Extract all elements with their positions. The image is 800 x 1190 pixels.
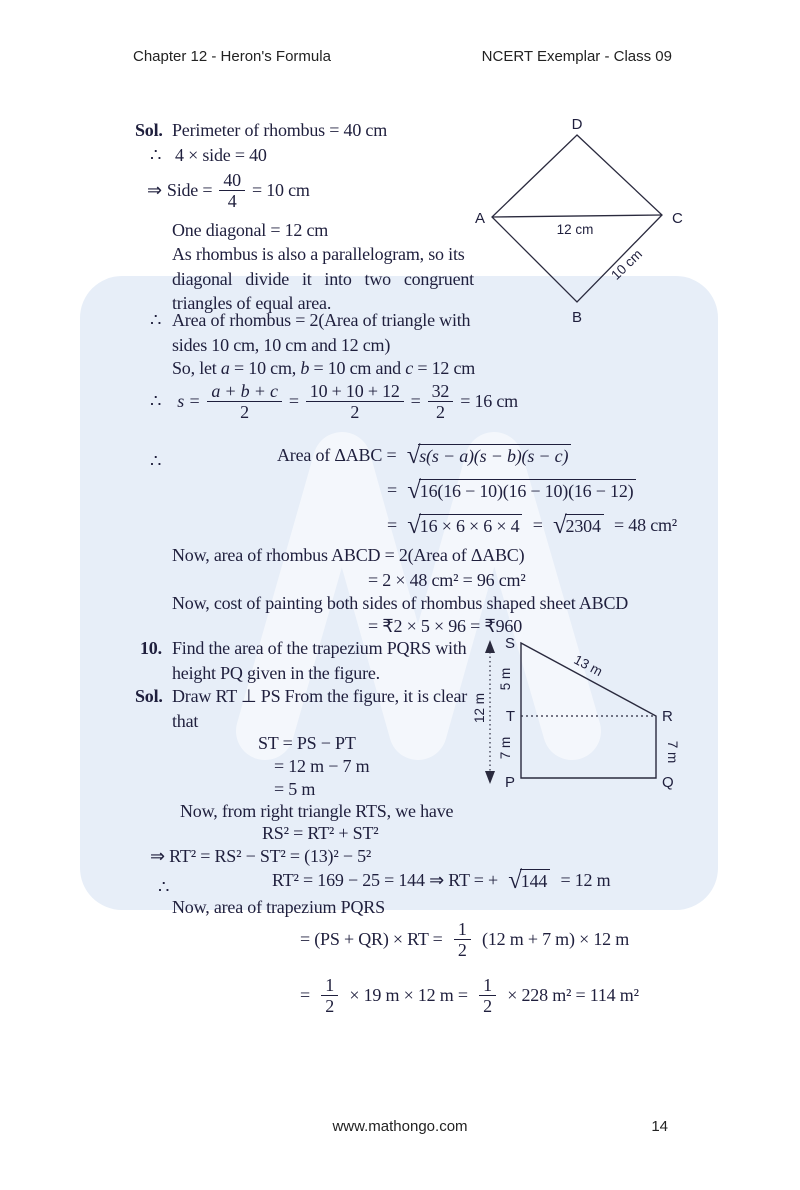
text-line (158, 876, 169, 898)
fraction: $\frac{32}{2}$ (428, 381, 454, 422)
text-seg: RS² = RT² + ST² (262, 823, 379, 843)
vertex-label-p: P (504, 774, 515, 791)
text-line (172, 119, 387, 141)
equation-semiperimeter: ∴ s = $\frac{a + b + c}{2}$ = $\frac{10 + 10 + 12}{2}$ = $\frac{32}{2}$ = 16 cm (150, 381, 518, 422)
text-seg: Perimeter of rhombus = 40 cm (172, 120, 388, 140)
segment-tp-measurement: 7 m (498, 736, 513, 760)
rhombus-figure (458, 108, 708, 328)
text-seg: = 10 cm, (229, 358, 301, 378)
implies-symbol: ⇒ (147, 180, 162, 200)
radical: √ s(s − a)(s − b)(s − c) (407, 444, 572, 467)
text-seg: ∴ (150, 451, 162, 471)
text-seg: = 10 cm and (309, 358, 406, 378)
radical: √ 144 (508, 869, 550, 892)
text-line (150, 845, 371, 867)
vertex-label-r: R (662, 708, 673, 725)
text-seg: = 12 m − 7 m (274, 756, 370, 776)
text-line (172, 662, 380, 684)
text-seg: Now, from right triangle RTS, we have (180, 801, 454, 821)
text-line (150, 450, 161, 472)
text-seg: = 2 × 48 cm² = 96 cm² (368, 570, 526, 590)
diagonal-measurement: 12 cm (556, 222, 594, 237)
text-seg: ST = PS − PT (258, 733, 356, 753)
text-seg: Now, area of rhombus ABCD = 2(Area of ΔABC) (172, 545, 525, 565)
text-seg: 10. (140, 638, 162, 658)
trapezium-figure (468, 628, 700, 798)
fraction: $\frac{a + b + c}{2}$ (207, 381, 281, 422)
vertex-label-a: A (474, 210, 486, 227)
text-line (172, 219, 328, 241)
text-seg: = 5 m (274, 779, 316, 799)
text-line (135, 119, 163, 141)
text-line (368, 569, 526, 591)
text-line (172, 309, 470, 331)
book-title: NCERT Exemplar - Class 09 (481, 48, 672, 65)
text-line (172, 357, 475, 379)
radical: √ 2304 (553, 514, 604, 537)
vertex-label-c: C (672, 210, 683, 227)
text-seg: ∴ (158, 877, 170, 897)
text-seg: Now, cost of painting both sides of rhombus shaped sheet ABCD (172, 593, 629, 613)
text-seg: = 12 cm (413, 358, 476, 378)
vertex-label-q: Q (662, 774, 674, 791)
text-seg: Sol. (135, 120, 163, 140)
slant-sr-measurement: 13 m (571, 651, 606, 680)
vertex-label-d: D (571, 116, 583, 133)
fraction: $\frac{1}{2}$ (321, 975, 338, 1016)
text-seg: = ₹2 × 5 × 96 = ₹960 (368, 616, 523, 636)
equation-trapezium-area-1: = (PS + QR) × RT = $\frac{1}{2}$ (12 m + 7 m) × 12 m (300, 919, 630, 960)
text-seg: ∴ (150, 310, 162, 330)
text-seg: b (300, 358, 310, 378)
text-seg: Sol. (135, 686, 163, 706)
equation-side: ⇒ Side = $\frac{40}{4}$ = 10 cm (147, 170, 310, 211)
fraction: $\frac{1}{2}$ (454, 919, 471, 960)
fraction: $\frac{10 + 10 + 12}{2}$ (306, 381, 404, 422)
text-line (172, 334, 390, 356)
radical: √ 16(16 − 10)(16 − 10)(16 − 12) (407, 479, 636, 502)
fraction: $\frac{1}{2}$ (479, 975, 496, 1016)
equation-heron-result: = √ 16 × 6 × 6 × 4 = √ 2304 = 48 cm² (387, 512, 677, 539)
text-line (258, 732, 356, 754)
chapter-title: Chapter 12 - Heron's Formula (133, 48, 331, 65)
equation-rt: RT² = 169 − 25 = 144 ⇒ RT = + √ 144 = 12 m (272, 867, 611, 894)
equation-heron-sub: = √ 16(16 − 10)(16 − 10)(16 − 12) (387, 479, 637, 502)
text-seg: Find the area of the trapezium PQRS with (172, 638, 467, 658)
text-line (274, 755, 369, 777)
side-measurement: 10 cm (608, 246, 646, 283)
text-seg: ∴ (150, 145, 162, 165)
segment-st-measurement: 5 m (498, 667, 513, 691)
page-number: 14 (651, 1118, 668, 1135)
text-seg: sides 10 cm, 10 cm and 12 cm) (172, 335, 391, 355)
text-line (172, 544, 524, 566)
therefore-symbol: ∴ (150, 391, 162, 411)
text-line (274, 778, 315, 800)
text-seg: that (172, 711, 199, 731)
text-seg: height PQ given in the figure. (172, 663, 380, 683)
text-line (172, 243, 465, 265)
text-line (150, 144, 161, 166)
text-seg: 4 × side = 40 (175, 145, 267, 165)
equation-trapezium-area-2: = $\frac{1}{2}$ × 19 m × 12 m = $\frac{1}{2}$ × 228 m² = 114 m² (300, 975, 639, 1016)
text-line (150, 309, 161, 331)
text-seg: Draw RT ⊥ PS From the figure, it is clear (172, 686, 468, 706)
text-line (172, 896, 385, 918)
text-seg: As rhombus is also a parallelogram, so its (172, 244, 465, 264)
text-line (135, 685, 163, 707)
vertex-label-b: B (571, 309, 583, 326)
text-line (172, 685, 467, 707)
text-seg: a (220, 358, 230, 378)
footer-site-url: www.mathongo.com (332, 1118, 468, 1135)
text-line (172, 710, 198, 732)
text-line (172, 637, 466, 659)
text-line (175, 144, 267, 166)
text-seg: One diagonal = 12 cm (172, 220, 329, 240)
height-ps-measurement: 12 m (472, 692, 487, 724)
fraction: $\frac{40}{4}$ (219, 170, 245, 211)
equation-heron: Area of ΔABC = √ s(s − a)(s − b)(s − c) (277, 444, 572, 467)
vertex-label-t: T (505, 708, 515, 725)
text-line (180, 800, 453, 822)
vertex-label-s: S (504, 635, 515, 652)
text-seg: Now, area of trapezium PQRS (172, 897, 385, 917)
text-line (172, 592, 628, 614)
text-seg: Area of rhombus = 2(Area of triangle with (172, 310, 471, 330)
text-seg: diagonal divide it into two congruent (172, 269, 474, 289)
text-seg: ⇒ RT² = RS² − ST² = (13)² − 5² (150, 846, 372, 866)
radical: √ 16 × 6 × 6 × 4 (407, 514, 522, 537)
text-line (172, 268, 474, 290)
text-seg: c (405, 358, 414, 378)
text-line (140, 637, 162, 659)
text-seg: So, let (172, 358, 221, 378)
text-seg: triangles of equal area. (172, 293, 332, 313)
text-line (262, 822, 378, 844)
segment-rq-measurement: 7 m (665, 740, 680, 764)
